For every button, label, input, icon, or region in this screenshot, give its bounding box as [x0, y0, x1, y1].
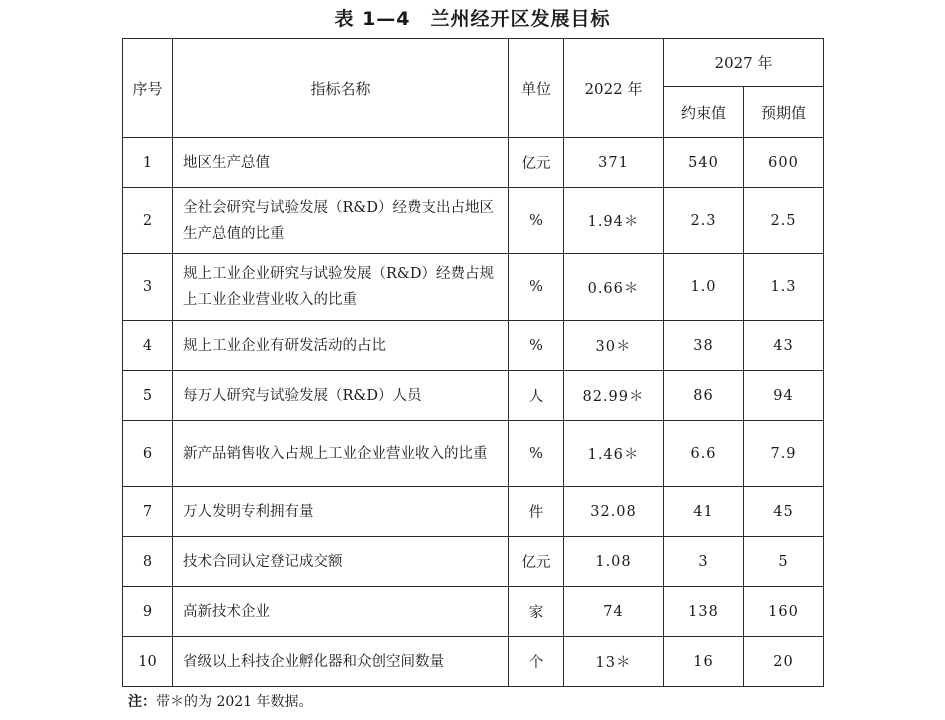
cell-2022: 0.66＊	[564, 254, 664, 321]
table-title: 表 1—4 兰州经开区发展目标	[334, 8, 611, 30]
table-row	[123, 537, 824, 587]
cell-unit: 人	[509, 371, 564, 421]
cell-expected: 94	[744, 371, 824, 421]
table-row	[123, 188, 824, 254]
cell-name: 省级以上科技企业孵化器和众创空间数量	[173, 637, 509, 687]
header-row	[123, 39, 824, 87]
cell-seq: 3	[123, 254, 173, 321]
footnote-text: 带＊的为 2021 年数据。	[156, 694, 313, 710]
cell-binding: 1.0	[664, 254, 744, 321]
table-row	[123, 138, 824, 188]
cell-name: 新产品销售收入占规上工业企业营业收入的比重	[173, 421, 509, 487]
cell-expected: 45	[744, 487, 824, 537]
header-binding: 约束值	[664, 87, 744, 138]
cell-seq: 4	[123, 321, 173, 371]
cell-unit: 家	[509, 587, 564, 637]
cell-name: 全社会研究与试验发展（R&D）经费支出占地区生产总值的比重	[173, 188, 509, 254]
table-row	[123, 637, 824, 687]
cell-name: 规上工业企业研究与试验发展（R&D）经费占规上工业企业营业收入的比重	[173, 254, 509, 321]
header-year-2027: 2027 年	[664, 39, 824, 87]
cell-expected: 20	[744, 637, 824, 687]
cell-name: 万人发明专利拥有量	[173, 487, 509, 537]
header-unit: 单位	[509, 39, 564, 138]
cell-binding: 6.6	[664, 421, 744, 487]
cell-expected: 160	[744, 587, 824, 637]
cell-binding: 3	[664, 537, 744, 587]
cell-unit: %	[509, 321, 564, 371]
cell-seq: 6	[123, 421, 173, 487]
cell-unit: %	[509, 421, 564, 487]
cell-expected: 2.5	[744, 188, 824, 254]
cell-seq: 10	[123, 637, 173, 687]
cell-2022: 1.08	[564, 537, 664, 587]
cell-name: 规上工业企业有研发活动的占比	[173, 321, 509, 371]
cell-seq: 9	[123, 587, 173, 637]
cell-name: 每万人研究与试验发展（R&D）人员	[173, 371, 509, 421]
cell-2022: 1.46＊	[564, 421, 664, 487]
goals-table	[122, 38, 824, 687]
header-expected: 预期值	[744, 87, 824, 138]
cell-unit: 件	[509, 487, 564, 537]
cell-binding: 86	[664, 371, 744, 421]
cell-expected: 43	[744, 321, 824, 371]
cell-binding: 138	[664, 587, 744, 637]
cell-seq: 1	[123, 138, 173, 188]
cell-binding: 2.3	[664, 188, 744, 254]
cell-2022: 1.94＊	[564, 188, 664, 254]
cell-name: 地区生产总值	[173, 138, 509, 188]
header-year-2022: 2022 年	[564, 39, 664, 138]
table-row	[123, 421, 824, 487]
header-indicator: 指标名称	[173, 39, 509, 138]
cell-unit: %	[509, 254, 564, 321]
cell-unit: 亿元	[509, 537, 564, 587]
cell-seq: 8	[123, 537, 173, 587]
cell-unit: %	[509, 188, 564, 254]
cell-seq: 5	[123, 371, 173, 421]
cell-seq: 2	[123, 188, 173, 254]
table-footnote	[128, 692, 313, 712]
cell-unit: 亿元	[509, 138, 564, 188]
cell-2022: 30＊	[564, 321, 664, 371]
table-row	[123, 254, 824, 321]
cell-binding: 540	[664, 138, 744, 188]
cell-2022: 74	[564, 587, 664, 637]
table-row	[123, 321, 824, 371]
cell-2022: 371	[564, 138, 664, 188]
cell-binding: 41	[664, 487, 744, 537]
cell-name: 技术合同认定登记成交额	[173, 537, 509, 587]
footnote-label: 注：	[128, 694, 156, 710]
table-row	[123, 487, 824, 537]
cell-binding: 38	[664, 321, 744, 371]
cell-unit: 个	[509, 637, 564, 687]
table-row	[123, 587, 824, 637]
cell-expected: 1.3	[744, 254, 824, 321]
cell-seq: 7	[123, 487, 173, 537]
cell-2022: 13＊	[564, 637, 664, 687]
cell-expected: 7.9	[744, 421, 824, 487]
cell-2022: 82.99＊	[564, 371, 664, 421]
cell-name: 高新技术企业	[173, 587, 509, 637]
table-row	[123, 371, 824, 421]
cell-expected: 600	[744, 138, 824, 188]
cell-2022: 32.08	[564, 487, 664, 537]
cell-expected: 5	[744, 537, 824, 587]
cell-binding: 16	[664, 637, 744, 687]
header-seq: 序号	[123, 39, 173, 138]
